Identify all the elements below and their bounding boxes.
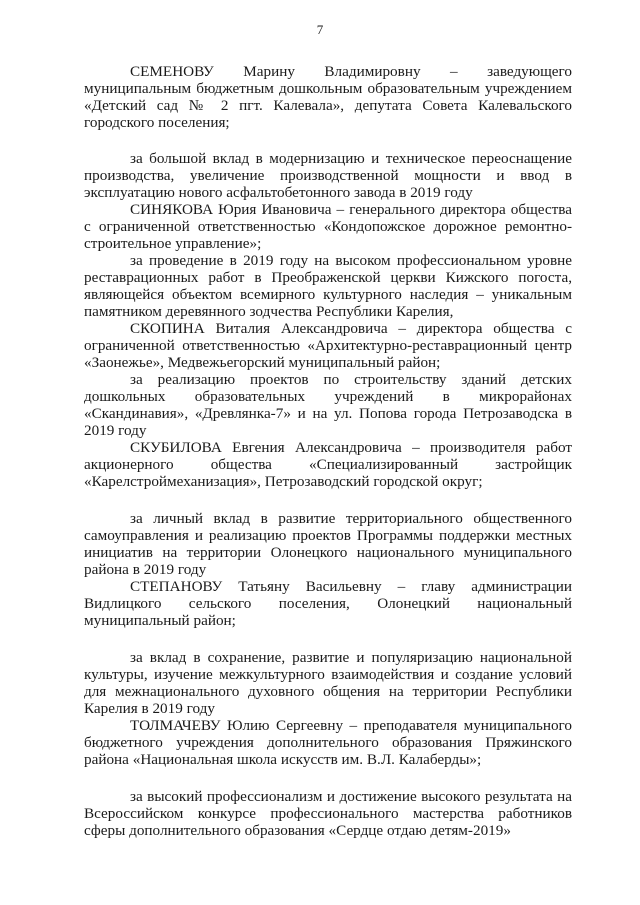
page-number: 7 xyxy=(316,22,324,37)
text-line: за вклад в сохранение, развитие и популяризацию национальной xyxy=(130,649,572,666)
text-line: за реализацию проектов по строительству зданий детских xyxy=(130,371,572,388)
text-line: муниципальный район; xyxy=(84,612,236,629)
text-line: СЕМЕНОВУ Марину Владимировну – заведующего xyxy=(130,63,572,80)
text-line: акционерного общества «Специализированный застройщик xyxy=(84,456,572,473)
text-line: муниципальным бюджетным дошкольным образовательным учреждением xyxy=(84,80,572,97)
text-line: инициатив на территории Олонецкого национального муниципального xyxy=(84,544,572,561)
text-line: СИНЯКОВА Юрия Ивановича – генерального директора общества xyxy=(130,201,572,218)
text-line: бюджетного учреждения дополнительного образования Пряжинского xyxy=(84,734,572,751)
text-line: являющейся объектом всемирного культурного наследия – уникальным xyxy=(84,286,572,303)
text-line: ТОЛМАЧЕВУ Юлию Сергеевну – преподавателя муниципального xyxy=(130,717,572,734)
text-line: СКОПИНА Виталия Александровича – директора общества с xyxy=(130,320,572,337)
text-line: Всероссийском конкурсе профессионального мастерства работников xyxy=(84,805,572,822)
text-line: за личный вклад в развитие территориального общественного xyxy=(130,510,572,527)
text-line: дошкольных образовательных учреждений в микрорайонах xyxy=(84,388,572,405)
text-line: для межнационального духовного общения на территории Республики xyxy=(84,683,572,700)
text-line: строительное управление»; xyxy=(84,235,262,252)
text-line: СТЕПАНОВУ Татьяну Васильевну – главу администрации xyxy=(130,578,572,595)
text-line: района в 2019 году xyxy=(84,561,207,578)
text-line: городского поселения; xyxy=(84,114,230,131)
text-line: Видлицкого сельского поселения, Олонецкий национальный xyxy=(84,595,572,612)
text-line: Карелия в 2019 году xyxy=(84,700,215,717)
text-line: эксплуатацию нового асфальтобетонного завода в 2019 году xyxy=(84,184,473,201)
text-line: за проведение в 2019 году на высоком профессиональном уровне xyxy=(130,252,572,269)
text-line: «Карелстроймеханизация», Петрозаводский городской округ; xyxy=(84,473,483,490)
text-line: «Заонежье», Медвежьегорский муниципальный район; xyxy=(84,354,441,371)
text-line: самоуправления и реализацию проектов Программы поддержки местных xyxy=(84,527,572,544)
text-line: за высокий профессионализм и достижение высокого результата на xyxy=(130,788,572,805)
text-line: памятником деревянного зодчества Республики Карелия, xyxy=(84,303,454,320)
text-line: района «Национальная школа искусств им. В.Л. Калаберды»; xyxy=(84,751,482,768)
text-line: с ограниченной ответственностью «Кондопожское дорожное ремонтно- xyxy=(84,218,572,235)
text-line: реставрационных работ в Преображенской церкви Кижского погоста, xyxy=(84,269,572,286)
text-line: ограниченной ответственностью «Архитектурно-реставрационный центр xyxy=(84,337,572,354)
text-line: 2019 году xyxy=(84,422,147,439)
text-line: «Детский сад № 2 пгт. Калевала», депутата Совета Калевальского xyxy=(84,97,572,114)
text-line: производства, увеличение производственной мощности и ввод в xyxy=(84,167,572,184)
text-line: культуры, изучение межкультурного взаимодействия и создание условий xyxy=(84,666,572,683)
text-line: СКУБИЛОВА Евгения Александровича – производителя работ xyxy=(130,439,572,456)
text-line: сферы дополнительного образования «Сердце отдаю детям-2019» xyxy=(84,822,511,839)
text-line: «Скандинавия», «Древлянка-7» и на ул. Попова города Петрозаводска в xyxy=(84,405,572,422)
text-line: за большой вклад в модернизацию и техническое переоснащение xyxy=(130,150,572,167)
